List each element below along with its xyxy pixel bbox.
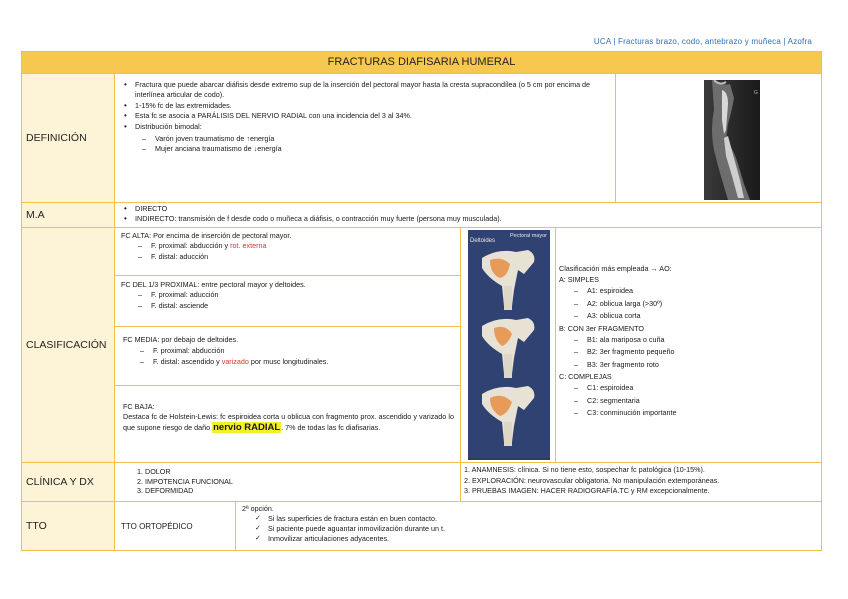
fc-baja-title: FC BAJA: (123, 402, 155, 411)
shoulder-anatomy-image (468, 230, 550, 460)
ao-c-item: – C2: segmentaria (587, 395, 821, 408)
ao-a-item: – A1: espiroidea (587, 285, 821, 298)
fc-tercio-proximal: – F. proximal: aducción (151, 290, 454, 300)
clinica-left (115, 463, 460, 501)
deltoides-label: Deltoides (470, 238, 496, 244)
ma-label: M.A (22, 203, 114, 227)
tto-opcion: 2ª opción. (242, 504, 274, 513)
clinica-item: 1. DOLOR (145, 467, 460, 477)
anatomy-cell (461, 228, 555, 462)
definicion-content (115, 74, 615, 202)
nervio-radial-highlight: nervio RADIAL (213, 421, 281, 433)
ao-b-item: – B1: ala mariposa o cuña (587, 334, 821, 347)
ma-content (115, 203, 821, 227)
definicion-subitem: – Mujer anciana traumatismo de ↓energía (155, 144, 609, 154)
tto-ortopedico: TTO ORTOPÉDICO (115, 502, 235, 550)
definicion-item: • 1-15% fc de las extremidades. (135, 101, 609, 111)
clinica-item: 3. DEFORMIDAD (145, 486, 460, 496)
clinica-item: 2. IMPOTENCIA FUNCIONAL (145, 477, 460, 487)
document-header: UCA | Fracturas brazo, codo, antebrazo y muñeca | Azofra (593, 37, 812, 46)
fc-tercio-title: FC DEL 1/3 PROXIMAL: entre pectoral mayor y deltoides. (121, 280, 306, 289)
fc-alta-proximal: – F. proximal: abducción y rot. externa (151, 241, 454, 251)
ao-title: Clasificación más empleada → AO: (559, 264, 672, 273)
ao-c-title: C: COMPLEJAS (559, 372, 612, 381)
fc-media-cell (115, 327, 460, 385)
ao-c-item: – C3: conminución importante (587, 407, 821, 420)
ao-b-item: – B2: 3er fragmento pequeño (587, 346, 821, 359)
fc-alta-distal: – F. distal: aducción (151, 252, 454, 262)
tto-check: ✓ Si las superficies de fractura están en buen contacto. (268, 514, 815, 524)
page-title: FRACTURAS DIAFISARIA HUMERAL (22, 52, 821, 73)
tto-label: TTO (22, 502, 114, 550)
definicion-label: DEFINICIÓN (22, 74, 114, 202)
clinica-label: CLÍNICA Y DX (22, 463, 114, 501)
clasificacion-label: CLASIFICACIÓN (22, 228, 114, 462)
ao-a-item: – A3: oblicua corta (587, 310, 821, 323)
definicion-item: • Esta fc se asocia a PARÁLISIS DEL NERVIO RADIAL con una incidencia del 3 al 34%. (135, 111, 609, 121)
fc-tercio-cell (115, 276, 460, 326)
tto-content (236, 502, 821, 550)
ao-classification-cell (556, 228, 821, 462)
ma-item: • INDIRECTO: transmisión de f desde codo o muñeca a diáfisis, o contracción muy fuerte (persona muy musculada). (135, 214, 815, 224)
fc-alta-title: FC ALTA: Por encima de inserción de pectoral mayor. (121, 231, 292, 240)
ao-c-item: – C1: espiroidea (587, 382, 821, 395)
fc-baja-text: Destaca fc de Holstein-Lewis: fc espiroidea corta u oblicua con fragmento prox. ascendido y varizado lo que supone riesgo de daño nervio RADIAL. 7% de todas las fc diafisarias. (123, 412, 454, 433)
fc-tercio-distal: – F. distal: asciende (151, 301, 454, 311)
fc-media-title: FC MEDIA: por debajo de deltoides. (123, 335, 239, 344)
xray-cell (616, 74, 821, 202)
definicion-subitem: – Varón joven traumatismo de ↑energía (155, 134, 609, 144)
fc-media-distal: – F. distal: ascendido y varizado por musc longitudinales. (153, 357, 452, 367)
definicion-item: • Fractura que puede abarcar diáfisis desde extremo sup de la inserción del pectoral mayor hasta la cresta supracondílea (o 5 cm por encima de interlínea articular de codo). (135, 80, 609, 101)
tto-check: ✓ Si paciente puede aguantar inmovilización durante un t. (268, 524, 815, 534)
ao-a-title: A: SIMPLES (559, 275, 599, 284)
fc-media-proximal: – F. proximal: abducción (153, 346, 452, 356)
definicion-item: • Distribución bimodal: (135, 122, 609, 132)
ao-b-title: B: CON 3er FRAGMENTO (559, 323, 644, 333)
pectoral-label: Pectoral mayor (510, 233, 547, 239)
clinica-right (461, 463, 821, 501)
humerus-xray-image (704, 80, 760, 200)
dx-item: 2. EXPLORACIÓN: neurovascular obligatoria. No manipulación extemporáneas. (464, 475, 720, 485)
dx-item: 1. ANAMNESIS: clínica. Si no tiene esto, sospechar fc patológica (10-15%). (464, 465, 705, 474)
ma-item: • DIRECTO (135, 204, 815, 214)
fc-alta-cell (115, 228, 460, 275)
dx-item: 3. PRUEBAS IMAGEN: HACER RADIOGRAFÍA.TC y RM excepcionalmente. (464, 486, 710, 495)
svg-text:G: G (754, 90, 758, 96)
ao-a-item: – A2: oblicua larga (>30º) (587, 298, 821, 311)
fc-baja-cell (115, 386, 460, 462)
ao-b-item: – B3: 3er fragmento roto (587, 359, 821, 372)
tto-check: ✓ Inmovilizar articulaciones adyacentes. (268, 534, 815, 544)
